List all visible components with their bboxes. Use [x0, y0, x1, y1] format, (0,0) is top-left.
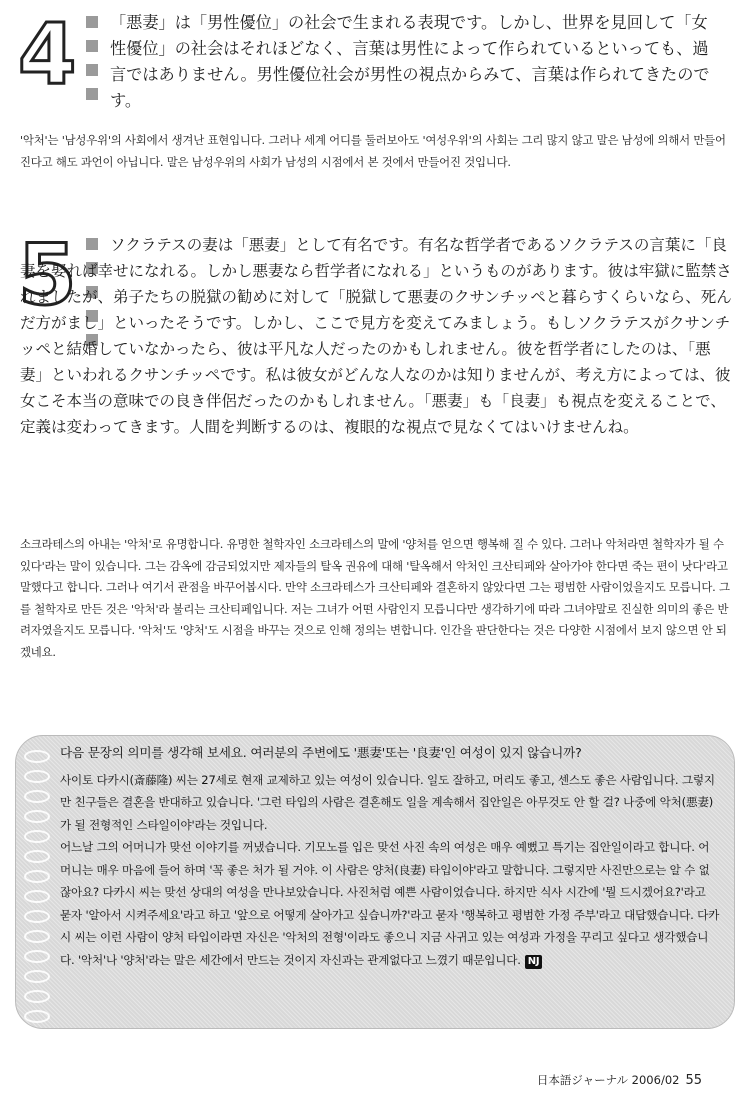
page-number: 55 — [685, 1073, 702, 1088]
nj-logo: NJ — [525, 955, 543, 969]
binder-rings — [18, 750, 58, 1020]
page-footer — [537, 1072, 702, 1088]
card-paragraph-2-text: 어느날 그의 어머니가 맞선 이야기를 꺼냈습니다. 기모노를 입은 맞선 사진 속의 여성은 매우 예뻤고 특기는 집안일이라고 합니다. 어머니는 매우 마음에 들어 하며 '꼭 좋은 처가 될 거야. 이 사람은 양처(良妻) 타입이야'라고 말합니다. 그렇지만 사진만으로는 알 수 없잖아요? 다카시 씨는 맞선 상대의 여성을 만나보았습니다. 사진처럼 예쁜 사람이었습니다. 하지만 식사 시간에 '뭘 드시겠어요?'라고 묻자 '알아서 시켜주세요'라고 하고 '앞으로 어떻게 살아가고 싶습니까?'라고 묻자 '행복하고 평범한 가정 주부'라고 대답했습니다. 다카시 씨는 이런 사람이 양처 타입이라면 자신은 '악처의 전형'이라도 좋으니 지금 사귀고 있는 여성과 가정을 꾸리고 싶다고 생각했습니다. '악처'나 '양처'라는 말은 세간에서 만드는 것이지 자신과는 관계없다고 느꼈기 때문입니다. — [60, 840, 720, 967]
section4-japanese-text: 「悪妻」は「男性優位」の社会で生まれる表現です。しかし、世界を見回して「女性優位」の社会はそれほどなく、言葉は男性によって作られているといっても、過言ではありません。男性優位社会が男性の視点からみて、言葉は作られてきたのです。 — [110, 13, 710, 110]
card-paragraph-1: 사이토 다카시(斎藤隆) 씨는 27세로 현재 교제하고 있는 여성이 있습니다. 일도 잘하고, 머리도 좋고, 센스도 좋은 사람입니다. 그렇지만 친구들은 결혼을 반대하고 있습니다. '그런 타입의 사람은 결혼해도 일을 계속해서 집안일은 아무것도 안 할 걸? 나중에 악처(悪妻)가 될 전형적인 스타일이야'라는 것입니다. — [60, 772, 715, 832]
section-number-4: 4 — [18, 5, 77, 103]
bullet-markers — [86, 16, 100, 112]
section5-japanese-text: ソクラテスの妻は「悪妻」として有名です。有名な哲学者であるソクラテスの言葉に「良妻を娶れば幸せになれる。しかし悪妻なら哲学者になれる」というものがあります。彼は牢獄に監禁されましたが、弟子たちの脱獄の勧めに対して「脱獄して悪妻のクサンチッペと暮らすくらいなら、死んだ方がまし」といったそうです。しかし、ここで見方を変えてみましょう。もしソクラテスがクサンチッペと結婚していなかったら、彼は平凡な人だったのかもしれません。彼を哲学者にしたのは、「悪妻」といわれるクサンチッペです。私は彼女がどんな人なのかは知りませんが、考え方によっては、彼女こそ本当の意味での良き伴侶だったのかもしれません。「悪妻」も「良妻」も視点を変えることで、定義は変わってきます。人間を判断するのは、複眼的な視点で見なくてはいけませんね。 — [20, 236, 732, 436]
journal-name: 日本語ジャーナル 2006/02 — [536, 1073, 680, 1087]
section-number-5: 5 — [18, 226, 77, 324]
section4-korean-text: '악처'는 '남성우위'의 사회에서 생겨난 표현입니다. 그러나 세계 어디를 둘러보아도 '여성우위'의 사회는 그리 많지 않고 말은 남성에 의해서 만들어진다고 해도 과언이 아닙니다. 말은 남성우위의 사회가 남성의 시점에서 본 것에서 만들어진 것입니다. — [20, 133, 726, 169]
section5-korean-text: 소크라테스의 아내는 '악처'로 유명합니다. 유명한 철학자인 소크라테스의 말에 '양처를 얻으면 행복해 질 수 있다. 그러나 악처라면 철학자가 될 수 있다'라는 말이 있습니다. 그는 감옥에 감금되었지만 제자들의 탈옥 권유에 대해 '탈옥해서 악처인 크산티페와 살아가야 한다면 죽는 편이 낫다'라고 말했다고 합니다. 그러나 여기서 관점을 바꾸어봅시다. 만약 소크라테스가 크산티페와 결혼하지 않았다면 그는 평범한 사람이었을지도 모릅니다. 그를 철학자로 만든 것은 '악처'라 불리는 크산티페입니다. 저는 그녀가 어떤 사람인지 모릅니다만 생각하기에 따라 그녀야말로 진실한 의미의 좋은 반려자였을지도 모릅니다. '악처'도 '양처'도 시점을 바꾸는 것으로 인해 정의는 변합니다. 인간을 판단한다는 것은 다양한 시점에서 보지 않으면 안 되겠네요. — [20, 537, 730, 659]
card-paragraph-2 — [60, 836, 720, 971]
card-lead: 다음 문장의 의미를 생각해 보세요. 여러분의 주변에도 '悪妻'또는 '良妻'인 여성이 있지 않습니까? — [60, 745, 582, 760]
exercise-card-text — [60, 742, 720, 971]
